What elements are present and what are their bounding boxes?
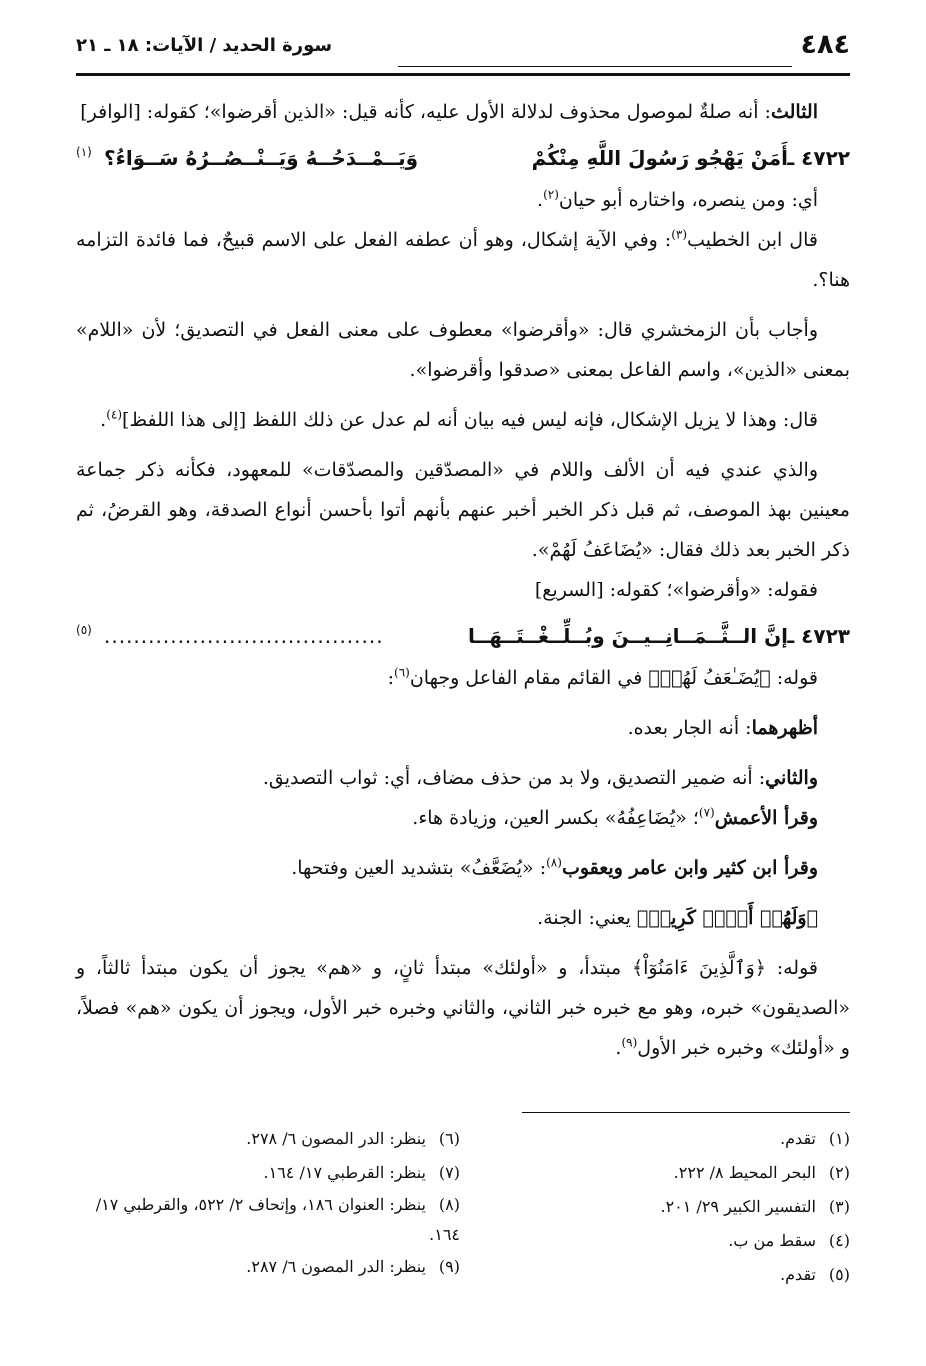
footnote-number: (٢) bbox=[828, 1163, 850, 1182]
term-second: والثاني bbox=[765, 767, 818, 789]
verse-ellipsis: ...................................... bbox=[104, 624, 384, 648]
footnote-marker: (٦) bbox=[394, 665, 410, 680]
footnote bbox=[76, 1250, 460, 1284]
paragraph-text: قوله: ﴿وَٱلَّذِينَ ءَامَنُوٓاْ﴾ مبتدأ، و «أولئك» مبتدأ ثانٍ، و «هم» يجوز أن يكون مبتدأ ثالثاً، و «الصديقون» خبره، وهو مع خبره خبر الثاني، والثاني وخبره خبر الأول، ويجوز أن يكون «هم» فصلاً، و «أولئك» وخبره خبر الأول bbox=[76, 957, 850, 1059]
term-third: الثالث bbox=[770, 101, 818, 123]
footnote-marker: (٨) bbox=[546, 855, 562, 870]
paragraph: والذي عندي فيه أن الألف واللام في «المصدّقين والمصدّقات» للمعهود، فكأنه ذكر جماعة معينين بهذ الموصف، ثم قبل ذكر الخبر أخبر عنهم بأنهم أتوا بأحسن أنواع الصدقة، وهو القرضُ، ثم ذكر الخبر بعد ذلك فقال: «يُضَاعَفُ لَهُمْ». bbox=[76, 459, 850, 561]
footnote-marker: (٧) bbox=[698, 805, 715, 820]
header-rule bbox=[76, 73, 850, 76]
footnote bbox=[490, 1156, 850, 1190]
verse-number: ٤٧٢٣ ـ bbox=[787, 624, 850, 648]
paragraph bbox=[76, 658, 850, 698]
page-body bbox=[76, 92, 850, 1068]
paragraph-text: قال: وهذا لا يزيل الإشكال، فإنه ليس فيه بيان أنه لم عدل عن ذلك اللفظ [إلى هذا اللفظ] bbox=[122, 409, 818, 431]
footnote-number: (٩) bbox=[438, 1257, 460, 1276]
quran-quote: ﴿وَلَهُمۡ أَجۡرٞ كَرِيمٞ﴾ bbox=[636, 907, 818, 929]
header-line bbox=[398, 66, 792, 67]
punctuation: . bbox=[615, 1037, 622, 1059]
footnote-marker: (٥) bbox=[76, 623, 92, 637]
footnote-marker: (٢) bbox=[543, 187, 559, 202]
paragraph-text: : أنه صلةٌ لموصول محذوف لدلالة الأول عليه، كأنه قيل: «الذين أقرضوا»؛ كقوله: [الوافر] bbox=[80, 101, 771, 123]
footnote-text: التفسير الكبير ٢٩/ ٢٠١. bbox=[660, 1197, 816, 1216]
footnote-number: (٧) bbox=[438, 1163, 460, 1182]
paragraph bbox=[76, 708, 850, 748]
footnote bbox=[76, 1156, 460, 1190]
footnote-number: (٣) bbox=[828, 1197, 850, 1216]
verse-line bbox=[76, 614, 850, 658]
paragraph-text: قوله: ﴿يُضَـٰعَفُ لَهُمۡ﴾ في القائم مقام الفاعل وجهان bbox=[409, 667, 818, 689]
running-header bbox=[76, 28, 850, 68]
footnote bbox=[76, 1122, 460, 1156]
paragraph-text: ؛ «يُضَاعِفُهُ» بكسر العين، وزيادة هاء. bbox=[412, 807, 699, 829]
page-number: ٤٨٤ bbox=[800, 29, 850, 60]
paragraph-text: : أنه ضمير التصديق، ولا بد من حذف مضاف، أي: ثواب التصديق. bbox=[262, 767, 766, 789]
paragraph bbox=[76, 948, 850, 1068]
footnotes-column-left bbox=[76, 1122, 460, 1284]
paragraph-text: : أنه الجار بعده. bbox=[627, 717, 752, 739]
paragraph bbox=[76, 758, 850, 798]
footnote bbox=[490, 1224, 850, 1258]
verse-number: ٤٧٢٢ ـ bbox=[787, 146, 850, 170]
paragraph-text: : «يُضَعَّفُ» بتشديد العين وفتحها. bbox=[291, 857, 547, 879]
paragraph bbox=[76, 848, 850, 888]
paragraph bbox=[76, 798, 850, 838]
verse-hemistich-second: وَيَــمْــدَحُــهُ وَيَــنْــصُــرُهُ سَــوَاءُ؟ bbox=[104, 146, 419, 170]
footnote-marker: (٤) bbox=[106, 407, 123, 422]
footnote-text: البحر المحيط ٨/ ٢٢٢. bbox=[673, 1163, 816, 1182]
footnote bbox=[490, 1258, 850, 1292]
paragraph bbox=[76, 400, 850, 440]
footnote-number: (١) bbox=[828, 1129, 850, 1148]
reader-name: وقرأ الأعمش bbox=[714, 807, 818, 829]
footnote-text: سقط من ب. bbox=[728, 1231, 816, 1250]
paragraph bbox=[76, 180, 850, 220]
running-title: سورة الحديد / الآيات: ١٨ ـ ٢١ bbox=[76, 35, 333, 56]
term-first: أظهرهما bbox=[751, 717, 818, 739]
paragraph: فقوله: «وأقرضوا»؛ كقوله: [السريع] bbox=[534, 579, 818, 601]
footnote-number: (٤) bbox=[828, 1231, 850, 1250]
footnote bbox=[490, 1190, 850, 1224]
paragraph-text: أي: ومن ينصره، واختاره أبو حيان bbox=[558, 189, 818, 211]
footnote-number: (٨) bbox=[438, 1195, 460, 1214]
footnote-text: ينظر: العنوان ١٨٦، وإتحاف ٢/ ٥٢٢، والقرطبي ١٧/ ١٦٤. bbox=[95, 1195, 460, 1244]
paragraph bbox=[76, 220, 850, 300]
punctuation: . bbox=[100, 409, 107, 431]
footnote-text: تقدم. bbox=[780, 1129, 816, 1148]
paragraph: وأجاب بأن الزمخشري قال: «وأقرضوا» معطوف على معنى الفعل في التصديق؛ لأن «اللام» بمعنى «الذين»، واسم الفاعل بمعنى «صدقوا وأقرضوا». bbox=[76, 319, 850, 381]
footnote-marker: (١) bbox=[76, 145, 92, 159]
reader-name: وقرأ ابن كثير وابن عامر ويعقوب bbox=[561, 857, 818, 879]
footnote bbox=[76, 1190, 460, 1250]
punctuation: . bbox=[537, 189, 544, 211]
footnote-marker: (٩) bbox=[621, 1035, 638, 1050]
verse-hemistich-first: إنَّ الــثَّــمَــانِــيــنَ وبُــلِّــغْــتَــهَــا bbox=[468, 624, 788, 648]
footnote-text: تقدم. bbox=[780, 1265, 816, 1284]
footnote-text: ينظر: القرطبي ١٧/ ١٦٤. bbox=[263, 1163, 426, 1182]
footnote-text: ينظر: الدر المصون ٦/ ٢٨٧. bbox=[246, 1257, 426, 1276]
paragraph-third bbox=[76, 92, 850, 132]
paragraph-text: : وفي الآية إشكال، وهو أن عطفه الفعل على الاسم قبيحٌ، فما فائدة التزامه هنا؟. bbox=[76, 229, 850, 291]
footnote-number: (٥) bbox=[828, 1265, 850, 1284]
footnote-separator bbox=[522, 1112, 850, 1113]
footnote bbox=[490, 1122, 850, 1156]
footnotes-column-right bbox=[490, 1122, 850, 1292]
punctuation: : bbox=[387, 667, 395, 689]
verse-hemistich-first: أَمَنْ يَهْجُو رَسُولَ اللَّهِ مِنْكُمْ bbox=[531, 146, 788, 170]
paragraph-text: قال ابن الخطيب bbox=[687, 229, 818, 251]
footnote-text: ينظر: الدر المصون ٦/ ٢٧٨. bbox=[246, 1129, 426, 1148]
footnote-marker: (٣) bbox=[671, 227, 688, 242]
paragraph-text: يعني: الجنة. bbox=[537, 907, 637, 929]
paragraph bbox=[76, 898, 850, 938]
verse-line bbox=[76, 136, 850, 180]
footnote-number: (٦) bbox=[438, 1129, 460, 1148]
